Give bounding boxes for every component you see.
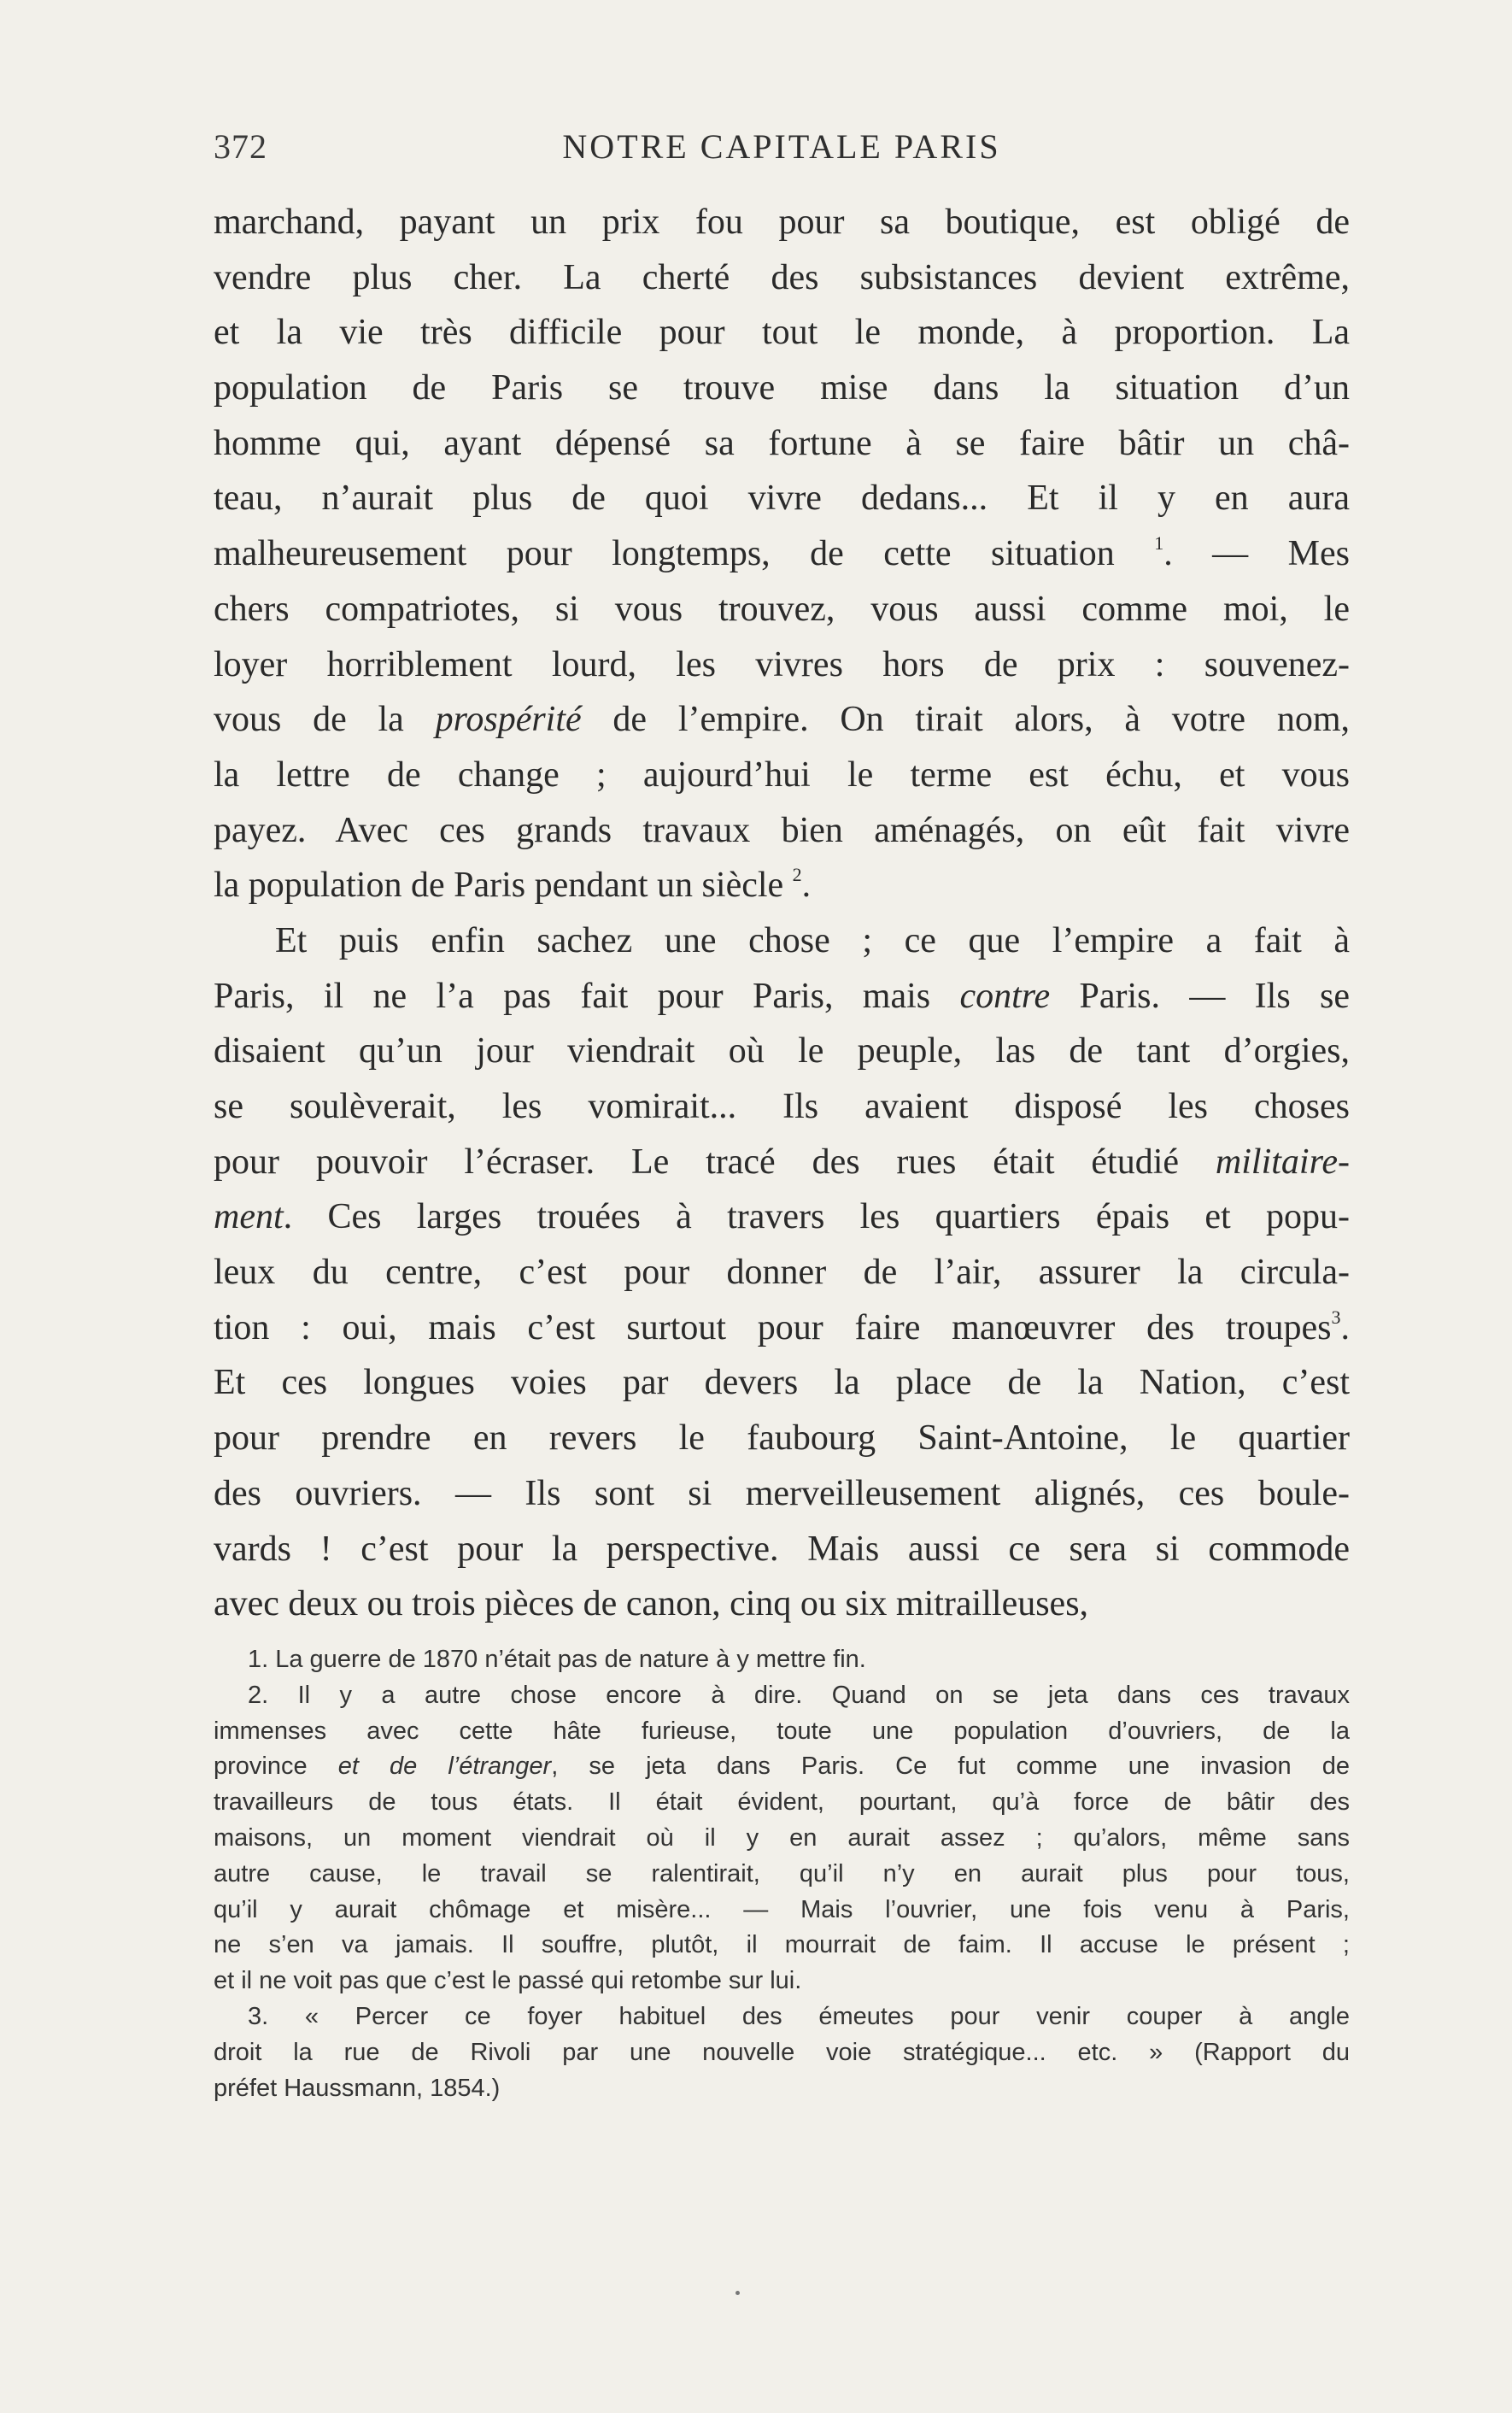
text-line: teau, n’aurait plus de quoi vivre dedans... Et il y en aura bbox=[214, 478, 1350, 519]
footnote-line: qu’il y aurait chômage et misère... — Mais l’ouvrier, une fois venu à Paris, bbox=[214, 1895, 1350, 1923]
footnote-line: autre cause, le travail se ralentirait, qu’il n’y en aurait plus pour tous, bbox=[214, 1859, 1350, 1888]
text-line: des ouvriers. — Ils sont si merveilleusement alignés, ces boule- bbox=[214, 1473, 1350, 1513]
footnote-line bbox=[214, 1749, 1350, 1785]
text-line: payez. Avec ces grands travaux bien aménagés, on eût fait vivre bbox=[214, 810, 1350, 850]
text-line: homme qui, ayant dépensé sa fortune à se faire bâtir un châ- bbox=[214, 423, 1350, 463]
text-line bbox=[214, 1189, 1350, 1245]
footnote-ref: 1 bbox=[1154, 532, 1164, 555]
text-line: leux du centre, c’est pour donner de l’air, assurer la circula- bbox=[214, 1253, 1350, 1293]
text-line: avec deux ou trois pièces de canon, cinq ou six mitrailleuses, bbox=[214, 1584, 1089, 1624]
text-line: vendre plus cher. La cherté des subsistances devient extrême, bbox=[214, 257, 1350, 297]
text-line bbox=[214, 526, 1350, 582]
footnote-line: maisons, un moment viendrait où il y en aurait assez ; qu’alors, même sans bbox=[214, 1823, 1350, 1852]
text-segment: pour pouvoir l’écraser. Le tracé des rues était étudié bbox=[214, 1142, 1216, 1182]
page-number: 372 bbox=[214, 127, 267, 166]
text-line bbox=[214, 1135, 1350, 1190]
footnote-ref: 2 bbox=[792, 864, 802, 886]
emphasis: ment bbox=[214, 1197, 284, 1237]
footnote-line: et il ne voit pas que c’est le passé qui retombe sur lui. bbox=[214, 1967, 802, 1995]
text-line bbox=[214, 1300, 1350, 1356]
footnote-line: préfet Haussmann, 1854.) bbox=[214, 2074, 501, 2102]
text-line: loyer horriblement lourd, les vivres hors de prix : souvenez- bbox=[214, 644, 1350, 684]
footnote-line: travailleurs de tous états. Il était évident, pourtant, qu’à force de bâtir des bbox=[214, 1788, 1350, 1817]
text-segment: . bbox=[1340, 1307, 1350, 1347]
footnote-ref: 3 bbox=[1331, 1306, 1341, 1328]
text-segment: . Ces larges trouées à travers les quartiers épais et popu- bbox=[283, 1197, 1350, 1237]
text-line: chers compatriotes, si vous trouvez, vous aussi comme moi, le bbox=[214, 589, 1350, 629]
text-line: la lettre de change ; aujourd’hui le terme est échu, et vous bbox=[214, 754, 1350, 795]
emphasis: militaire- bbox=[1215, 1142, 1350, 1182]
text-line bbox=[214, 692, 1350, 748]
footnotes bbox=[214, 1642, 1350, 2106]
footnote-line: ne s’en va jamais. Il souffre, plutôt, il mourrait de faim. Il accuse le présent ; bbox=[214, 1931, 1350, 1959]
text-segment: la population de Paris pendant un siècle bbox=[214, 866, 793, 906]
text-line: Et ces longues voies par devers la place de la Nation, c’est bbox=[214, 1363, 1350, 1403]
body-text bbox=[214, 195, 1350, 1632]
text-line: se soulèverait, les vomirait... Ils avaient disposé les choses bbox=[214, 1087, 1350, 1126]
text-segment: . bbox=[801, 866, 812, 906]
text-segment: Paris. — Ils se bbox=[1050, 976, 1350, 1016]
footnote-line: 1. La guerre de 1870 n’était pas de nature à y mettre fin. bbox=[248, 1646, 866, 1673]
text-segment: , se jeta dans Paris. Ce fut comme une invasion de bbox=[551, 1753, 1350, 1781]
text-line bbox=[214, 969, 1350, 1024]
running-title: NOTRE CAPITALE PARIS bbox=[562, 127, 1001, 166]
ink-speck bbox=[735, 2291, 740, 2295]
emphasis: prospérité bbox=[435, 700, 582, 740]
text-line: Et puis enfin sachez une chose ; ce que l’empire a fait à bbox=[275, 920, 1350, 960]
text-segment: tion : oui, mais c’est surtout pour faire manœuvrer des troupes bbox=[214, 1307, 1332, 1347]
footnote-line: 3. « Percer ce foyer habituel des émeutes pour venir couper à angle bbox=[248, 2002, 1350, 2030]
page-header bbox=[214, 126, 1350, 174]
emphasis: contre bbox=[959, 976, 1051, 1016]
text-segment: province bbox=[214, 1753, 338, 1781]
text-line: pour prendre en revers le faubourg Saint-Antoine, le quartier bbox=[214, 1418, 1350, 1459]
text-line: et la vie très difficile pour tout le monde, à proportion. La bbox=[214, 313, 1350, 353]
text-line: vards ! c’est pour la perspective. Mais aussi ce sera si commode bbox=[214, 1529, 1350, 1569]
text-line: population de Paris se trouve mise dans la situation d’un bbox=[214, 368, 1350, 408]
footnote-line: immenses avec cette hâte furieuse, toute une population d’ouvriers, de la bbox=[214, 1717, 1350, 1745]
text-line: marchand, payant un prix fou pour sa boutique, est obligé de bbox=[214, 203, 1350, 242]
text-segment: vous de la bbox=[214, 700, 436, 740]
footnote-line: 2. Il y a autre chose encore à dire. Quand on se jeta dans ces travaux bbox=[248, 1681, 1350, 1709]
emphasis: et de l’étranger bbox=[337, 1753, 552, 1781]
footnote-line: droit la rue de Rivoli par une nouvelle voie stratégique... etc. » (Rapport du bbox=[214, 2038, 1350, 2066]
text-segment: de l’empire. On tirait alors, à votre nom, bbox=[581, 700, 1350, 740]
text-line: disaient qu’un jour viendrait où le peuple, las de tant d’orgies, bbox=[214, 1031, 1350, 1071]
text-segment: . — Mes bbox=[1163, 534, 1350, 574]
text-segment: Paris, il ne l’a pas fait pour Paris, mais bbox=[214, 976, 960, 1016]
text-segment: malheureusement pour longtemps, de cette situation bbox=[214, 534, 1155, 574]
text-line bbox=[214, 858, 1350, 913]
